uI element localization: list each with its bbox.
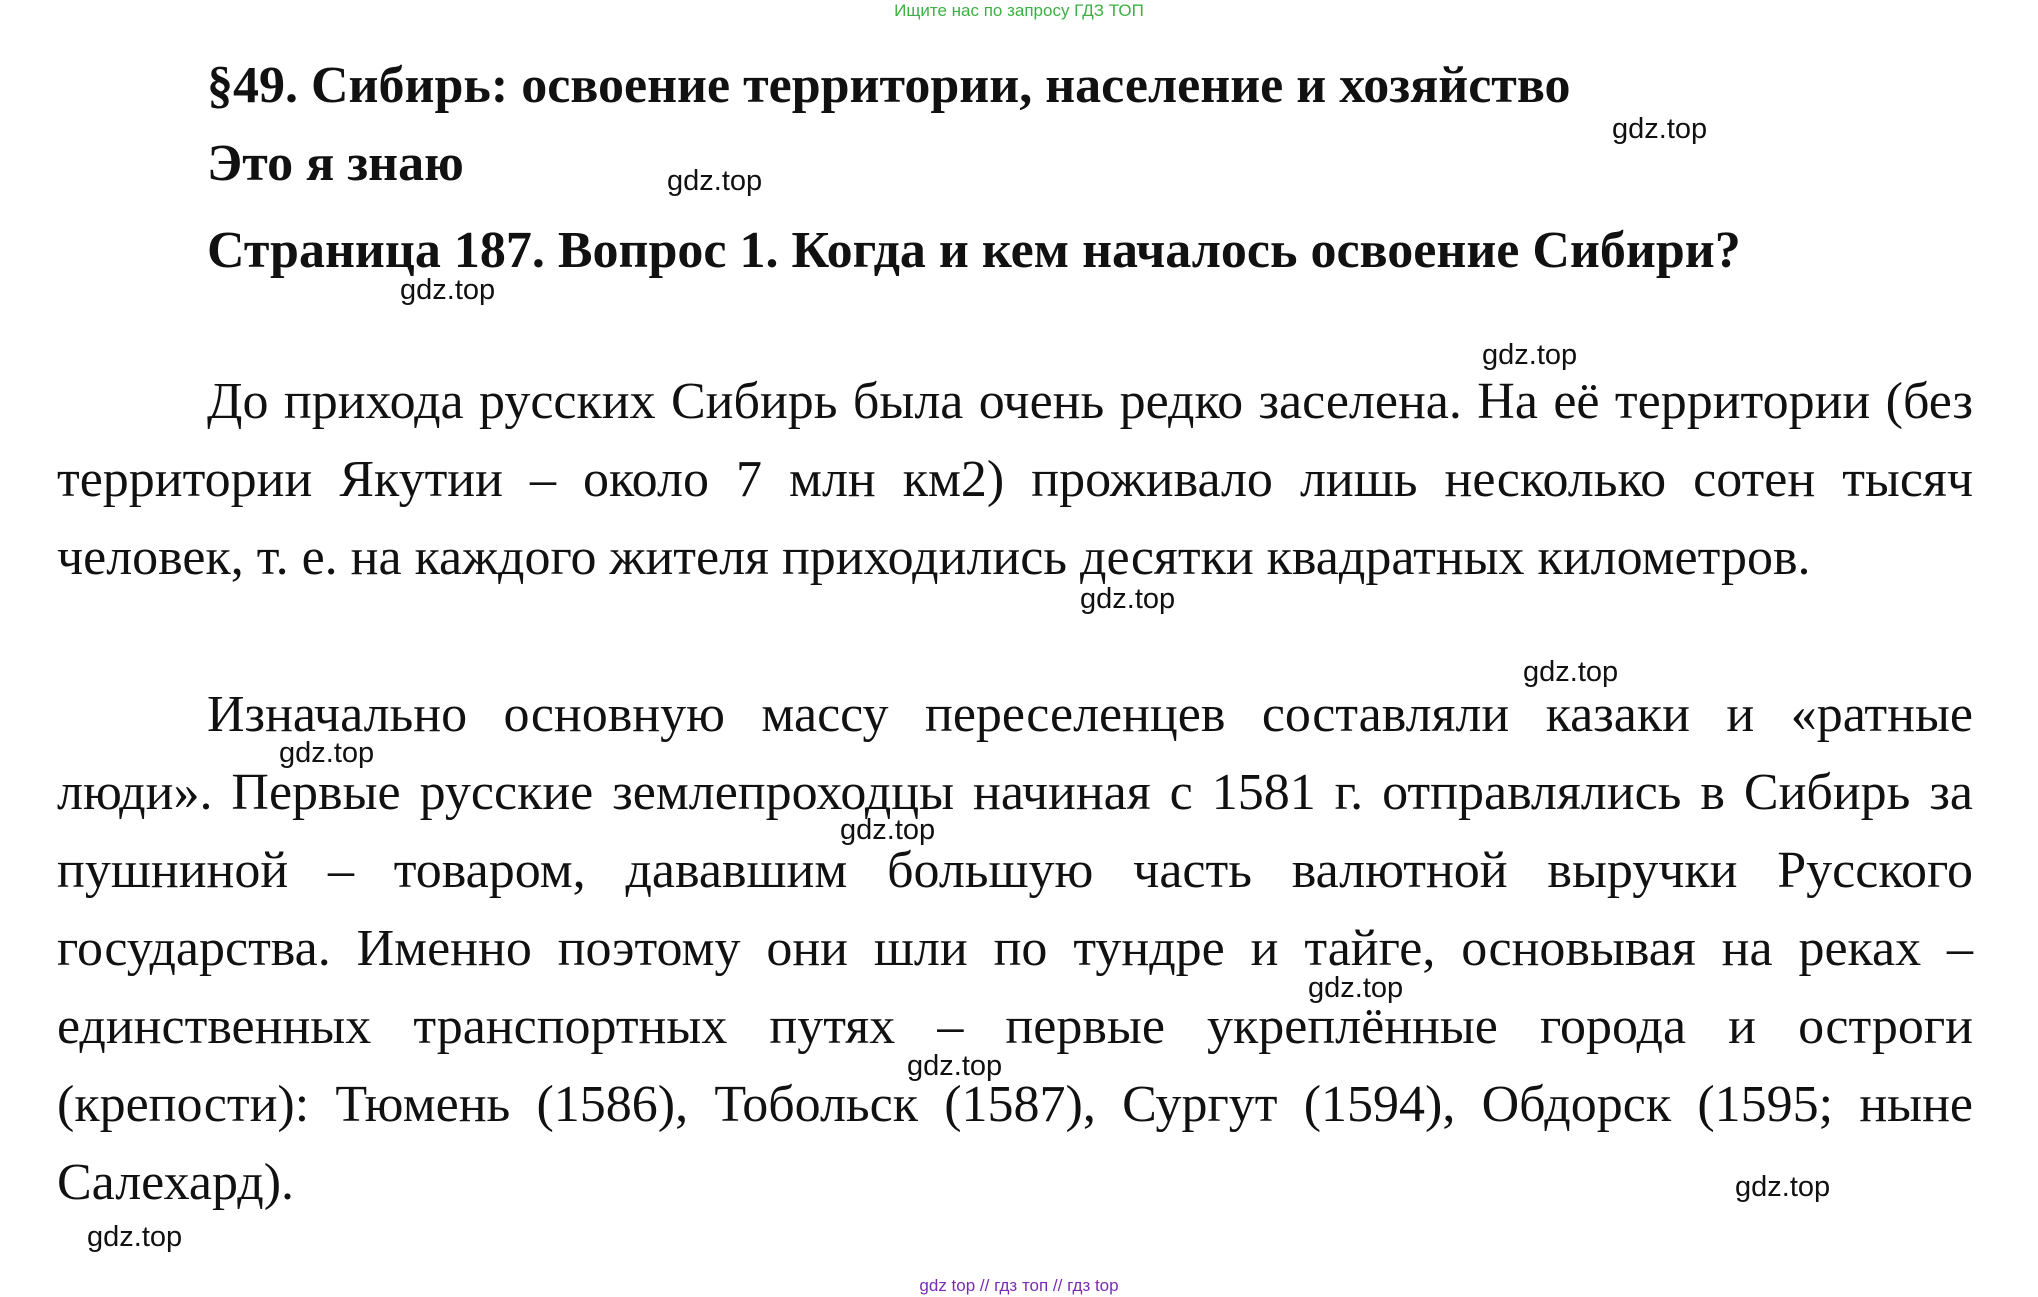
section-title: §49. Сибирь: освоение территории, население и хозяйство	[207, 57, 1571, 114]
bottom-banner: gdz top // гдз топ // гдз top	[919, 1276, 1119, 1295]
watermark: gdz.top	[667, 165, 763, 197]
watermark: gdz.top	[1612, 113, 1708, 145]
top-banner: Ищите нас по запросу ГДЗ ТОП	[894, 1, 1144, 20]
watermark: gdz.top	[840, 814, 936, 846]
paragraph-2: Изначально основную массу переселенцев составляли казаки и «ратные люди». Первые русские землепроходцы начиная с 1581 г. отправлялись в Сибирь за пушниной – товаром, дававшим большую часть валютной выручки Русского государства. Именно поэтому они шли по тундре и тайге, основывая на реках – единственных транспортных путях – первые укреплённые города и остроги (крепости): Тюмень (1586), Тобольск (1587), Сургут (1594), Обдорск (1595; ныне Салехард).	[57, 686, 1973, 1211]
question-title: Страница 187. Вопрос 1. Когда и кем началось освоение Сибири?	[207, 222, 1741, 279]
watermark: gdz.top	[1523, 656, 1619, 688]
watermark: gdz.top	[87, 1221, 183, 1253]
paragraph-1: До прихода русских Сибирь была очень редко заселена. На её территории (без территории Якутии – около 7 млн км2) проживало лишь несколько сотен тысяч человек, т. е. на каждого жителя приходились десятки квадратных километров.	[57, 373, 1973, 586]
watermark: gdz.top	[1482, 339, 1578, 371]
watermark: gdz.top	[1735, 1171, 1831, 1203]
watermark: gdz.top	[907, 1050, 1003, 1082]
watermark: gdz.top	[1308, 972, 1404, 1004]
watermark: gdz.top	[400, 274, 496, 306]
watermark: gdz.top	[1080, 583, 1176, 615]
subheading: Это я знаю	[207, 135, 464, 192]
watermark: gdz.top	[279, 737, 375, 769]
